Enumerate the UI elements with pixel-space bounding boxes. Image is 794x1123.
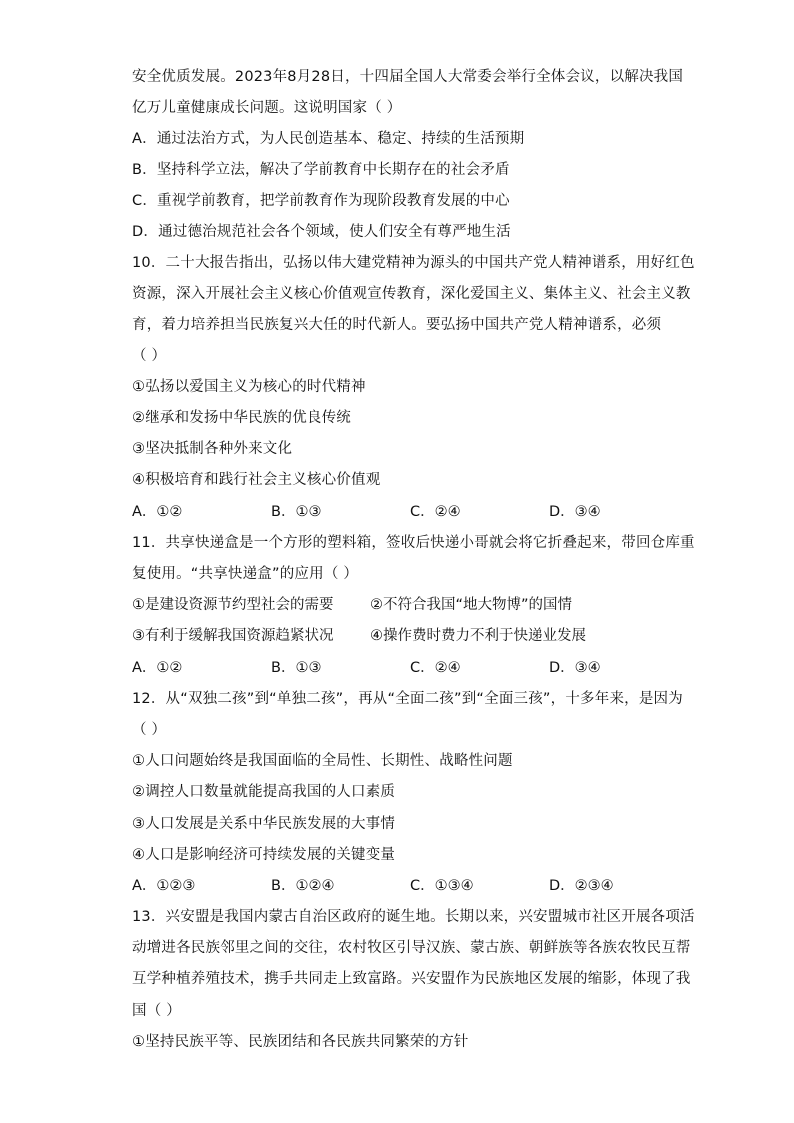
q13-statement-1: ①坚持民族平等、民族团结和各民族共同繁荣的方针 [132, 1034, 469, 1050]
q10-choice-d: D．③④ [549, 504, 601, 520]
q13-stem-line-1: 13．兴安盟是我国内蒙古自治区政府的诞生地。长期以来，兴安盟城市社区开展各项活 [132, 909, 695, 925]
q13-stem-line-2: 动增进各民族邻里之间的交往，农村牧区引导汉族、蒙古族、朝鲜族等各族农牧民互帮 [132, 940, 691, 956]
q10-statement-3: ③坚决抵制各种外来文化 [132, 441, 293, 457]
q9-stem-line-1: 安全优质发展。2023年8月28日，十四届全国人大常委会举行全体会议，以解决我国 [132, 69, 684, 85]
q10-stem-line-2: 资源，深入开展社会主义核心价值观宣传教育，深化爱国主义、集体主义、社会主义教 [132, 286, 691, 302]
q12-statement-3: ③人口发展是关系中华民族发展的大事情 [132, 816, 396, 832]
q12-choice-b: B．①②④ [271, 878, 335, 894]
q9-stem-line-2: 亿万儿童健康成长问题。这说明国家（ ） [132, 100, 402, 116]
q13-stem-line-3: 互学种植养殖技术，携手共同走上致富路。兴安盟作为民族地区发展的缩影，体现了我 [132, 971, 691, 987]
q12-choice-d: D．②③④ [549, 878, 614, 894]
q9-option-c: C．重视学前教育，把学前教育作为现阶段教育发展的中心 [132, 193, 510, 209]
q12-statement-1: ①人口问题始终是我国面临的全局性、长期性、战略性问题 [132, 753, 513, 769]
q11-choice-a: A．①② [132, 660, 183, 676]
q12-statement-4: ④人口是影响经济可持续发展的关键变量 [132, 847, 396, 863]
q9-option-a: A．通过法治方式，为人民创造基本、稳定、持续的生活预期 [132, 131, 525, 147]
q10-statement-4: ④积极培育和践行社会主义核心价值观 [132, 472, 381, 488]
q12-choice-c: C．①③④ [410, 878, 474, 894]
q10-stem-line-3: 育，着力培养担当民族复兴大任的时代新人。要弘扬中国共产党人精神谱系，必须 [132, 317, 662, 333]
q10-stem-line-1: 10．二十大报告指出，弘扬以伟大建党精神为源头的中国共产党人精神谱系，用好红色 [132, 255, 695, 271]
q10-choice-a: A．①② [132, 504, 183, 520]
q12-stem-line-1: 12．从“双独二孩”到“单独二孩”，再从“全面二孩”到“全面三孩”，十多年来，是因为 [132, 691, 683, 707]
q12-stem-line-2: （ ） [132, 722, 167, 738]
q11-stem-line-1: 11．共享快递盒是一个方形的塑料箱，签收后快递小哥就会将它折叠起来，带回仓库重 [132, 535, 695, 551]
q11-statement-3: ③有利于缓解我国资源趋紧状况 [132, 628, 334, 644]
q10-stem-line-4: （ ） [132, 348, 167, 364]
q10-statement-1: ①弘扬以爱国主义为核心的时代精神 [132, 379, 366, 395]
q10-statement-2: ②继承和发扬中华民族的优良传统 [132, 410, 351, 426]
q12-statement-2: ②调控人口数量就能提高我国的人口素质 [132, 784, 396, 800]
q11-choice-d: D．③④ [549, 660, 601, 676]
q10-choice-c: C．②④ [410, 504, 461, 520]
q11-statement-2: ②不符合我国“地大物博”的国情 [370, 597, 573, 613]
q9-option-d: D．通过德治规范社会各个领域，使人们安全有尊严地生活 [132, 224, 511, 240]
q10-choice-b: B．①③ [271, 504, 322, 520]
q11-statement-1: ①是建设资源节约型社会的需要 [132, 597, 334, 613]
q13-stem-line-4: 国（ ） [132, 1003, 181, 1019]
q11-stem-line-2: 复使用。“共享快递盒”的应用（ ） [132, 566, 359, 582]
q11-choice-c: C．②④ [410, 660, 461, 676]
q12-choice-a: A．①②③ [132, 878, 196, 894]
q9-option-b: B．坚持科学立法，解决了学前教育中长期存在的社会矛盾 [132, 162, 510, 178]
q11-choice-b: B．①③ [271, 660, 322, 676]
q11-statement-4: ④操作费时费力不利于快递业发展 [370, 628, 586, 644]
